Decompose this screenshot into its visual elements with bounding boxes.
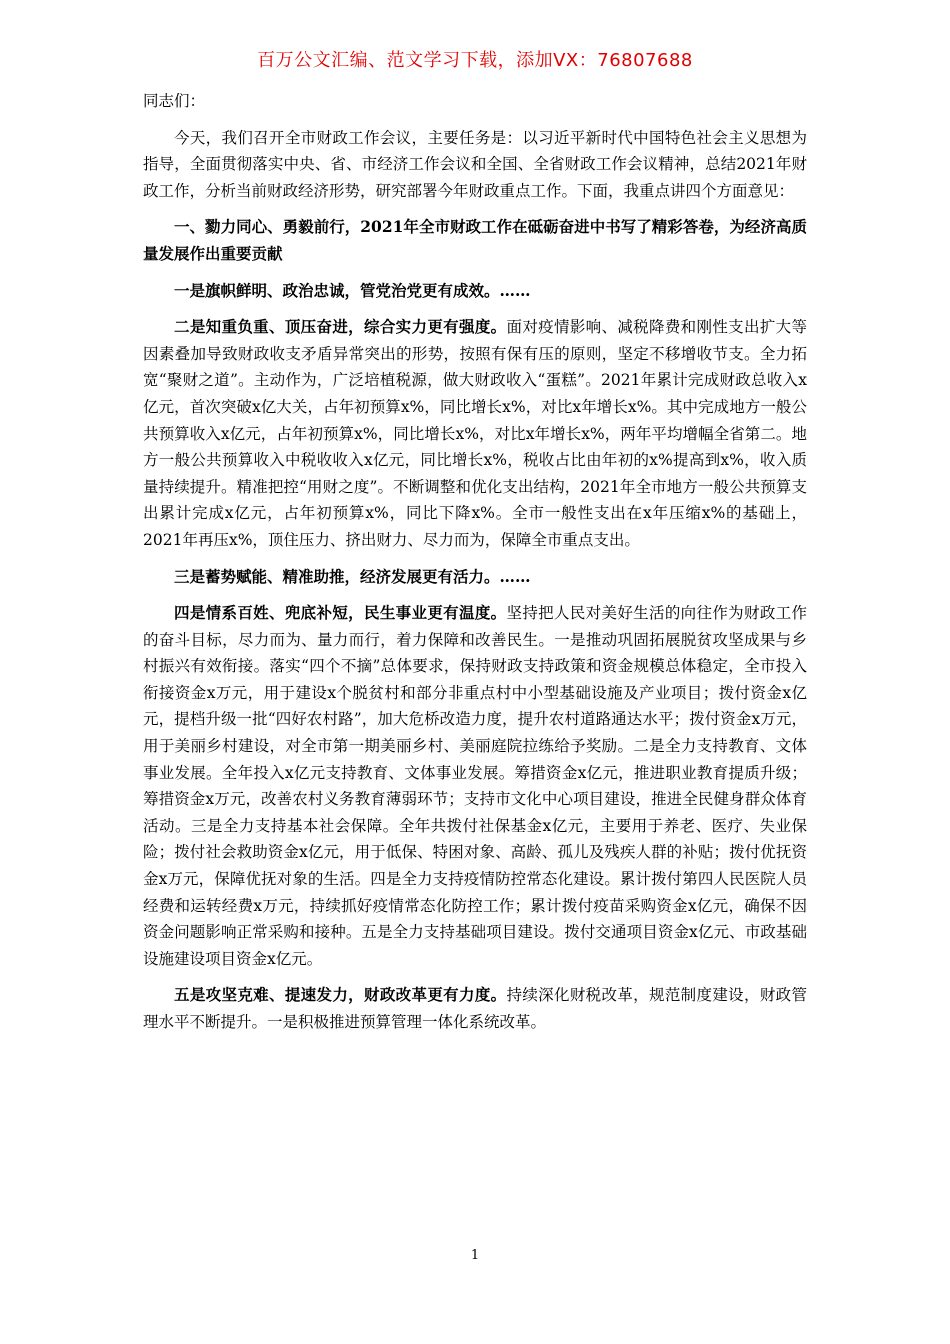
paragraph-3-lead: 三是蓄势赋能、精准助推，经济发展更有活力。…… (174, 566, 531, 586)
intro-paragraph: 今天，我们召开全市财政工作会议，主要任务是：以习近平新时代中国特色社会主义思想为指导，全面贯彻落实中央、省、市经济工作会议和全国、全省财政工作会议精神，总结2021年财政工作，分析当前财政经济形势，研究部署今年财政重点工作。下面，我重点讲四个方面意见： (143, 128, 807, 200)
page-number: 1 (470, 1248, 480, 1263)
promo-banner: 百万公文汇编、范文学习下载，添加VX：76807688 (257, 50, 693, 71)
paragraph-4 (143, 600, 807, 972)
paragraph-5-lead: 五是攻坚克难、提速发力，财政改革更有力度。 (174, 985, 507, 1005)
paragraph-4-body: 坚持把人民对美好生活的向往作为财政工作的奋斗目标，尽力而为、量力而行，着力保障和改善民生。一是推动巩固拓展脱贫攻坚成果与乡村振兴有效衔接。落实“四个不摘”总体要求，保持财政支持政策和资金规模总体稳定，全市投入衔接资金x万元，用于建设x个脱贫村和部分非重点村中小型基础设施及产业项目；拨付资金x亿元，提档升级一批“四好农村路”，加大危桥改造力度，提升农村道路通达水平；拨付资金x万元，用于美丽乡村建设，对全市第一期美丽乡村、美丽庭院拉练给予奖励。二是全力支持教育、文体事业发展。全年投入x亿元支持教育、文体事业发展。筹措资金x亿元，推进职业教育提质升级；筹措资金x万元，改善农村义务教育薄弱环节；支持市文化中心项目建设，推进全民健身群众体育活动。三是全力支持基本社会保障。全年共拨付社保基金x亿元，主要用于养老、医疗、失业保险；拨付社会救助资金x亿元，用于低保、特困对象、高龄、孤儿及残疾人群的补贴；拨付优抚资金x万元，保障优抚对象的生活。四是全力支持疫情防控常态化建设。累计拨付第四人民医院人员经费和运转经费x万元，持续抓好疫情常态化防控工作；累计拨付疫苗采购资金x亿元，确保不因资金问题影响正常采购和接种。五是全力支持基础项目建设。拨付交通项目资金x亿元、市政基础设施建设项目资金x亿元。 (143, 604, 807, 968)
paragraph-4-lead: 四是情系百姓、兜底补短，民生事业更有温度。 (174, 603, 507, 623)
paragraph-2-lead: 二是知重负重、顶压奋进，综合实力更有强度。 (174, 317, 507, 337)
paragraph-5 (143, 982, 807, 1035)
paragraph-2 (143, 314, 807, 553)
paragraph-1-lead: 一是旗帜鲜明、政治忠诚，管党治党更有成效。…… (174, 280, 531, 300)
paragraph-5-body: 持续深化财税改革，规范制度建设，财政管理水平不断提升。一是积极推进预算管理一体化系统改革。 (143, 986, 807, 1031)
section-heading: 一、勠力同心、勇毅前行，2021年全市财政工作在砥砺奋进中书写了精彩答卷，为经济高质量发展作出重要贡献 (143, 217, 807, 263)
document-body (143, 88, 807, 1046)
paragraph-2-body: 面对疫情影响、减税降费和刚性支出扩大等因素叠加导致财政收支矛盾异常突出的形势，按照有保有压的原则，坚定不移增收节支。全力拓宽“聚财之道”。主动作为，广泛培植税源，做大财政收入“蛋糕”。2021年累计完成财政总收入x亿元，首次突破x亿大关，占年初预算x%，同比增长x%，对比x年增长x%。其中完成地方一般公共预算收入x亿元，占年初预算x%，同比增长x%，对比x年增长x%，两年平均增幅全省第二。地方一般公共预算收入中税收收入x亿元，同比增长x%，税收占比由年初的x%提高到x%，收入质量持续提升。精准把控“用财之度”。不断调整和优化支出结构，2021年全市地方一般公共预算支出累计完成x亿元，占年初预算x%，同比下降x%。全市一般性支出在x年压缩x%的基础上，2021年再压x%，顶住压力、挤出财力、尽力而为，保障全市重点支出。 (143, 318, 807, 549)
salutation: 同志们： (143, 92, 206, 110)
